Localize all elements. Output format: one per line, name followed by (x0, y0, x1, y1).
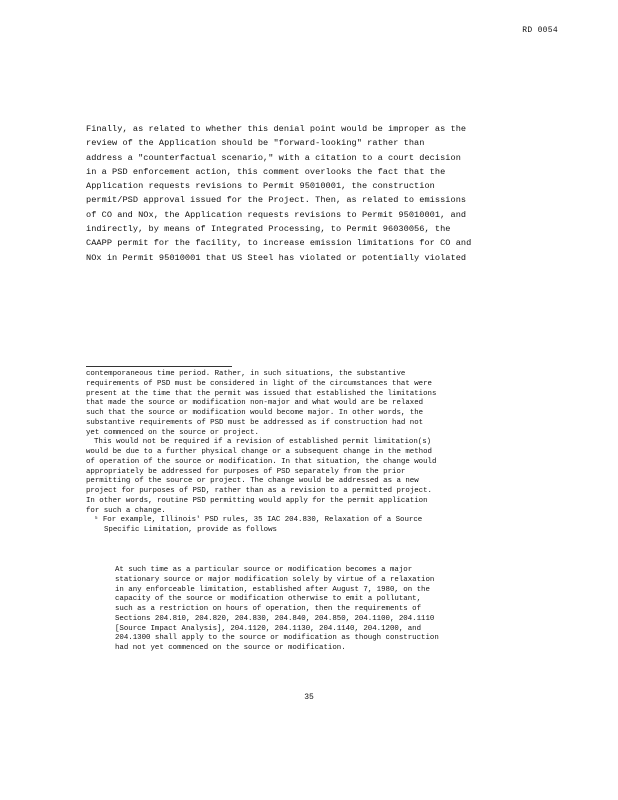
footnote-line: yet commenced on the source or project. (86, 428, 259, 437)
quote-line: such as a restriction on hours of operation, then the requirements of (115, 605, 422, 613)
main-paragraph (86, 122, 556, 265)
quote-line: had not yet commenced on the source or modification. (115, 644, 346, 652)
footnote-second-paragraph (86, 438, 556, 516)
paragraph-line: indirectly, by means of Integrated Processing, to Permit 96030056, the (86, 224, 451, 235)
footnote-line: project for purposes of PSD, rather than as a revision to a permitted project. (86, 487, 432, 495)
paragraph-line: CAAPP permit for the facility, to increase emission limitations for CO and (86, 238, 472, 249)
quote-line: stationary source or major modification solely by virtue of a relaxation (115, 575, 435, 584)
quote-line: capacity of the source or modification otherwise to emit a pollutant, (115, 595, 422, 604)
block-quote (115, 566, 555, 654)
page-number: 35 (304, 693, 314, 702)
document-id: RD 0054 (522, 26, 558, 35)
paragraph-line: NOx in Permit 95010001 that US Steel has violated or potentially violated (86, 252, 467, 263)
footnote-line: permitting of the source or project. The change would be addressed as a new (86, 477, 419, 486)
paragraph-line: Application requests revisions to Permit 95010001, the construction (86, 181, 435, 192)
footnote-line: would be due to a further physical change or a subsequent change in the method (86, 448, 432, 456)
quote-line: [Source Impact Analysis], 204.1120, 204.1130, 204.1140, 204.1200, and (115, 624, 422, 633)
footnotes (86, 370, 556, 536)
footnote-separator (86, 366, 232, 367)
paragraph-line: review of the Application should be "forward-looking" rather than (86, 138, 425, 149)
footnote-line: such that the source or modification would become major. In other words, the (86, 409, 424, 417)
quote-line: in any enforceable limitation, established after August 7, 1980, on the (115, 585, 430, 594)
quote-line: Sections 204.810, 204.820, 204.830, 204.840, 204.850, 204.1100, 204.1110 (115, 614, 435, 623)
footnote-line: that made the source or modification non-major and what would are be relaxed (86, 399, 424, 408)
footnote-line: contemporaneous time period. Rather, in such situations, the substantive (86, 370, 406, 378)
footnote-line: requirements of PSD must be considered in light of the circumstances that were (86, 379, 432, 388)
footnote-line: In other words, routine PSD permitting would apply for the permit application (86, 496, 428, 505)
paragraph-line: address a "counterfactual scenario," with a citation to a court decision (86, 152, 461, 163)
footnote-line: substantive requirements of PSD must be addressed as if construction had not (86, 418, 424, 427)
paragraph-line: permit/PSD approval issued for the Project. Then, as related to emissions (86, 195, 467, 206)
footnote-line: present at the time that the permit was issued that established the limitations (86, 389, 437, 398)
footnote-line: This would not be required if a revision of established permit limitation(s) (94, 438, 432, 447)
paragraph-line: of CO and NOx, the Application requests revisions to Permit 95010001, and (86, 209, 467, 220)
footnote-line: ⁵ For example, Illinois' PSD rules, 35 IAC 204.830, Relaxation of a Source (94, 516, 423, 525)
footnote-continued (86, 370, 556, 438)
footnote-line: for such a change. (86, 506, 166, 515)
footnote-five (86, 516, 556, 536)
footnote-line: appropriately be addressed for purposes of PSD separately from the prior (86, 467, 406, 476)
footnote-line: of operation of the source or modification. In that situation, the change would (86, 457, 437, 466)
paragraph-line: in a PSD enforcement action, this comment overlooks the fact that the (86, 166, 446, 177)
paragraph-line: Finally, as related to whether this denial point would be improper as the (86, 124, 467, 134)
quote-line: At such time as a particular source or modification becomes a major (115, 566, 413, 574)
footnote-line: Specific Limitation, provide as follows (104, 526, 277, 534)
quote-line: 204.1300 shall apply to the source or modification as though construction (115, 634, 439, 643)
